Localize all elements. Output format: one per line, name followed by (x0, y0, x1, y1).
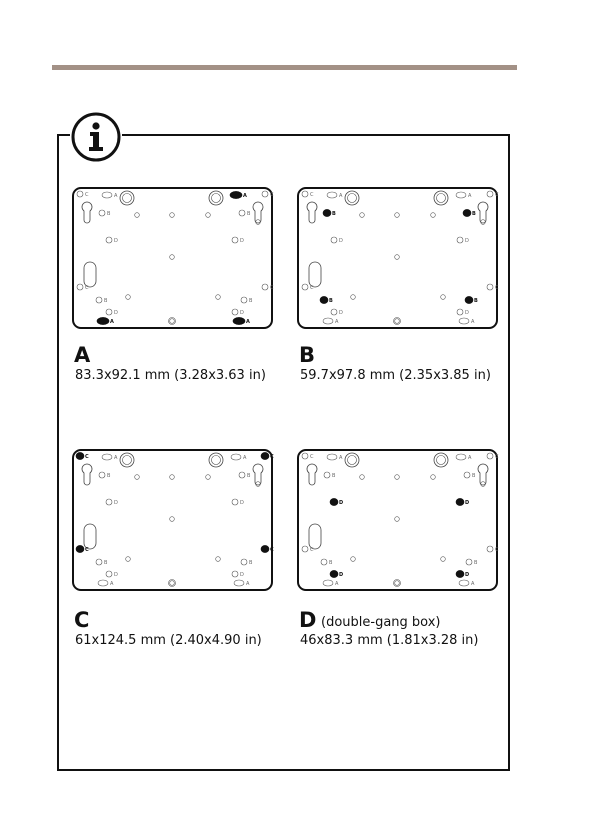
svg-text:A: A (243, 193, 247, 199)
variant-dims-a: 83.3x92.1 mm (3.28x3.63 in) (75, 368, 266, 383)
plate-drawing (297, 449, 498, 591)
variant-dims-d: 46x83.3 mm (1.81x3.28 in) (300, 633, 479, 648)
svg-text:C: C (495, 454, 499, 460)
mounting-plate-c (72, 449, 273, 591)
svg-text:B: B (329, 560, 333, 566)
svg-text:D: D (339, 310, 343, 316)
svg-text:B: B (474, 298, 478, 304)
svg-text:B: B (107, 473, 111, 479)
mounting-plate-a (72, 187, 273, 329)
svg-text:A: A (246, 319, 250, 325)
svg-text:A: A (468, 455, 472, 461)
variant-letter-a: A (74, 343, 91, 367)
svg-text:C: C (270, 547, 274, 553)
svg-text:A: A (243, 455, 247, 461)
svg-text:B: B (472, 473, 476, 479)
svg-text:D: D (114, 572, 118, 578)
variant-letter-d: D (299, 608, 317, 632)
variant-dims-c: 61x124.5 mm (2.40x4.90 in) (75, 633, 262, 648)
svg-text:C: C (495, 192, 499, 198)
svg-text:B: B (329, 298, 333, 304)
svg-text:D: D (240, 572, 244, 578)
svg-text:C: C (85, 285, 89, 291)
svg-text:B: B (249, 298, 253, 304)
svg-text:D: D (339, 572, 344, 578)
svg-text:C: C (495, 285, 499, 291)
svg-text:A: A (110, 319, 114, 325)
plate-drawing (72, 449, 273, 591)
variant-letter-c: C (74, 608, 90, 632)
svg-text:D: D (465, 500, 470, 506)
svg-text:C: C (85, 454, 89, 460)
svg-text:D: D (465, 310, 469, 316)
svg-text:B: B (332, 211, 336, 217)
variant-letter-b: B (299, 343, 316, 367)
svg-text:C: C (310, 285, 314, 291)
svg-text:D: D (339, 500, 344, 506)
plate-drawing (72, 187, 273, 329)
svg-text:B: B (107, 211, 111, 217)
svg-text:A: A (114, 193, 118, 199)
svg-text:B: B (332, 473, 336, 479)
svg-text:D: D (240, 238, 244, 244)
svg-text:A: A (335, 319, 339, 325)
svg-text:B: B (249, 560, 253, 566)
svg-text:B: B (104, 560, 108, 566)
svg-text:C: C (310, 454, 314, 460)
svg-text:A: A (471, 581, 475, 587)
svg-text:B: B (104, 298, 108, 304)
svg-text:D: D (114, 310, 118, 316)
info-icon (70, 111, 122, 163)
svg-text:D: D (339, 238, 343, 244)
svg-text:C: C (270, 454, 274, 460)
variant-note-d: (double-gang box) (321, 615, 441, 630)
variant-dims-b: 59.7x97.8 mm (2.35x3.85 in) (300, 368, 491, 383)
svg-text:B: B (247, 473, 251, 479)
svg-text:A: A (339, 193, 343, 199)
svg-text:A: A (468, 193, 472, 199)
svg-text:B: B (472, 211, 476, 217)
svg-text:C: C (85, 192, 89, 198)
svg-text:A: A (246, 581, 250, 587)
svg-text:A: A (339, 455, 343, 461)
mounting-plate-d (297, 449, 498, 591)
svg-text:D: D (465, 572, 470, 578)
svg-text:C: C (270, 285, 274, 291)
svg-text:A: A (114, 455, 118, 461)
svg-text:D: D (240, 500, 244, 506)
svg-text:D: D (114, 238, 118, 244)
svg-text:C: C (310, 547, 314, 553)
svg-text:C: C (85, 547, 89, 553)
plate-drawing (297, 187, 498, 329)
svg-text:C: C (310, 192, 314, 198)
svg-text:D: D (465, 238, 469, 244)
svg-text:B: B (474, 560, 478, 566)
svg-text:A: A (110, 581, 114, 587)
mounting-plate-b (297, 187, 498, 329)
top-rule (52, 65, 517, 70)
svg-text:A: A (471, 319, 475, 325)
svg-text:C: C (495, 547, 499, 553)
svg-text:B: B (247, 211, 251, 217)
svg-text:D: D (114, 500, 118, 506)
svg-text:C: C (270, 192, 274, 198)
svg-text:D: D (240, 310, 244, 316)
svg-text:A: A (335, 581, 339, 587)
